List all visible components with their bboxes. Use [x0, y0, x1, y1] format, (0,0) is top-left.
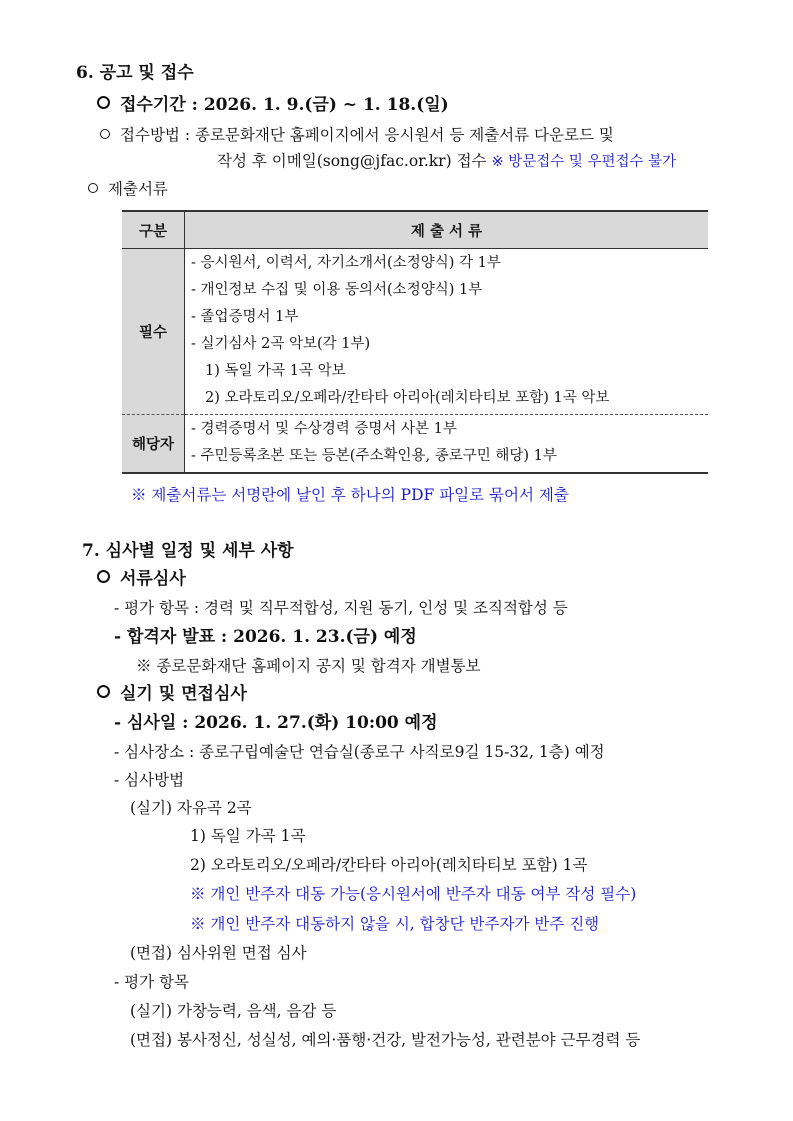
- table-header-category: 구분: [122, 211, 185, 249]
- accompanist-note-2: ※ 개인 반주자 대동하지 않을 시, 합창단 반주자가 반주 진행: [190, 915, 600, 933]
- document-review-title: 서류심사: [97, 568, 186, 590]
- table-header-docs: 제 출 서 류: [185, 211, 709, 249]
- list-item: - 졸업증명서 1부: [191, 309, 299, 325]
- eval-interview: (면접) 봉사정신, 성실성, 예의·품행·건강, 발전가능성, 관련분야 근무경력 등: [130, 1031, 641, 1049]
- application-method-line1: 접수방법 : 종로문화재단 홈페이지에서 응시원서 등 제출서류 다운로드 및: [100, 124, 614, 146]
- list-item: - 경력증명서 및 수상경력 증명서 사본 1부: [191, 421, 457, 437]
- bullet-circle-icon: [97, 96, 110, 109]
- list-item: - 응시원서, 이력서, 자기소개서(소정양식) 각 1부: [191, 255, 501, 271]
- period-value: : 2026. 1. 9.(금) ~ 1. 18.(일): [191, 95, 449, 115]
- review-method-label: - 심사방법: [114, 771, 185, 789]
- period-label: 접수기간: [120, 95, 186, 115]
- submission-docs-table: [122, 210, 708, 474]
- bullet-circle-icon: [100, 129, 110, 139]
- practical-interview-title: 실기 및 면접심사: [97, 683, 247, 705]
- no-visit-mail-note: ※ 방문접수 및 우편접수 불가: [491, 154, 677, 170]
- song-2: 2) 오라토리오/오페라/칸타타 아리아(레치타티보 포함) 1곡: [190, 856, 588, 874]
- review-venue: - 심사장소 : 종로구립예술단 연습실(종로구 사직로9길 15-32, 1층) 예정: [114, 743, 605, 761]
- pdf-submission-note: ※ 제출서류는 서명란에 날인 후 하나의 PDF 파일로 묶어서 제출: [131, 486, 569, 504]
- bullet-circle-icon: [97, 570, 110, 583]
- list-subitem: 1) 독일 가곡 1곡 악보: [205, 363, 346, 379]
- bullet-circle-icon: [97, 685, 110, 698]
- application-method-line2: 작성 후 이메일(song@jfac.or.kr) 접수 ※ 방문접수 및 우편접수 불가: [217, 152, 677, 170]
- eval-items-label: - 평가 항목: [114, 973, 189, 991]
- applicable-items: [185, 415, 709, 474]
- doc-review-eval-items: - 평가 항목 : 경력 및 직무적합성, 지원 동기, 인성 및 조직적합성 등: [114, 599, 568, 617]
- list-item: - 실기심사 2곡 악보(각 1부): [191, 336, 371, 352]
- required-items: [185, 249, 709, 415]
- list-item: - 주민등록초본 또는 등본(주소확인용, 종로구민 해당) 1부: [191, 448, 557, 464]
- application-period: [97, 94, 449, 116]
- section-6-title: 6. 공고 및 접수: [76, 63, 194, 83]
- interview-label: (면접) 심사위원 면접 심사: [130, 944, 307, 962]
- announcement-note: ※ 종로문화재단 홈페이지 공지 및 합격자 개별통보: [136, 657, 481, 675]
- list-item: - 개인정보 수집 및 이용 동의서(소정양식) 1부: [191, 282, 483, 298]
- required-category: 필수: [122, 249, 185, 415]
- pass-announcement: - 합격자 발표 : 2026. 1. 23.(금) 예정: [114, 627, 417, 647]
- bullet-circle-icon: [88, 183, 98, 193]
- eval-practical: (실기) 가창능력, 음색, 음감 등: [130, 1002, 337, 1020]
- applicable-category: 해당자: [122, 415, 185, 474]
- section-7-title: 7. 심사별 일정 및 세부 사항: [82, 541, 294, 561]
- accompanist-note-1: ※ 개인 반주자 대동 가능(응시원서에 반주자 대동 여부 작성 필수): [190, 885, 637, 903]
- song-1: 1) 독일 가곡 1곡: [190, 827, 306, 845]
- review-date: - 심사일 : 2026. 1. 27.(화) 10:00 예정: [114, 713, 438, 733]
- list-subitem: 2) 오라토리오/오페라/칸타타 아리아(레치타티보 포함) 1곡 악보: [205, 390, 610, 406]
- practical-free-songs: (실기) 자유곡 2곡: [130, 799, 252, 817]
- submission-docs-label: 제출서류: [88, 178, 168, 200]
